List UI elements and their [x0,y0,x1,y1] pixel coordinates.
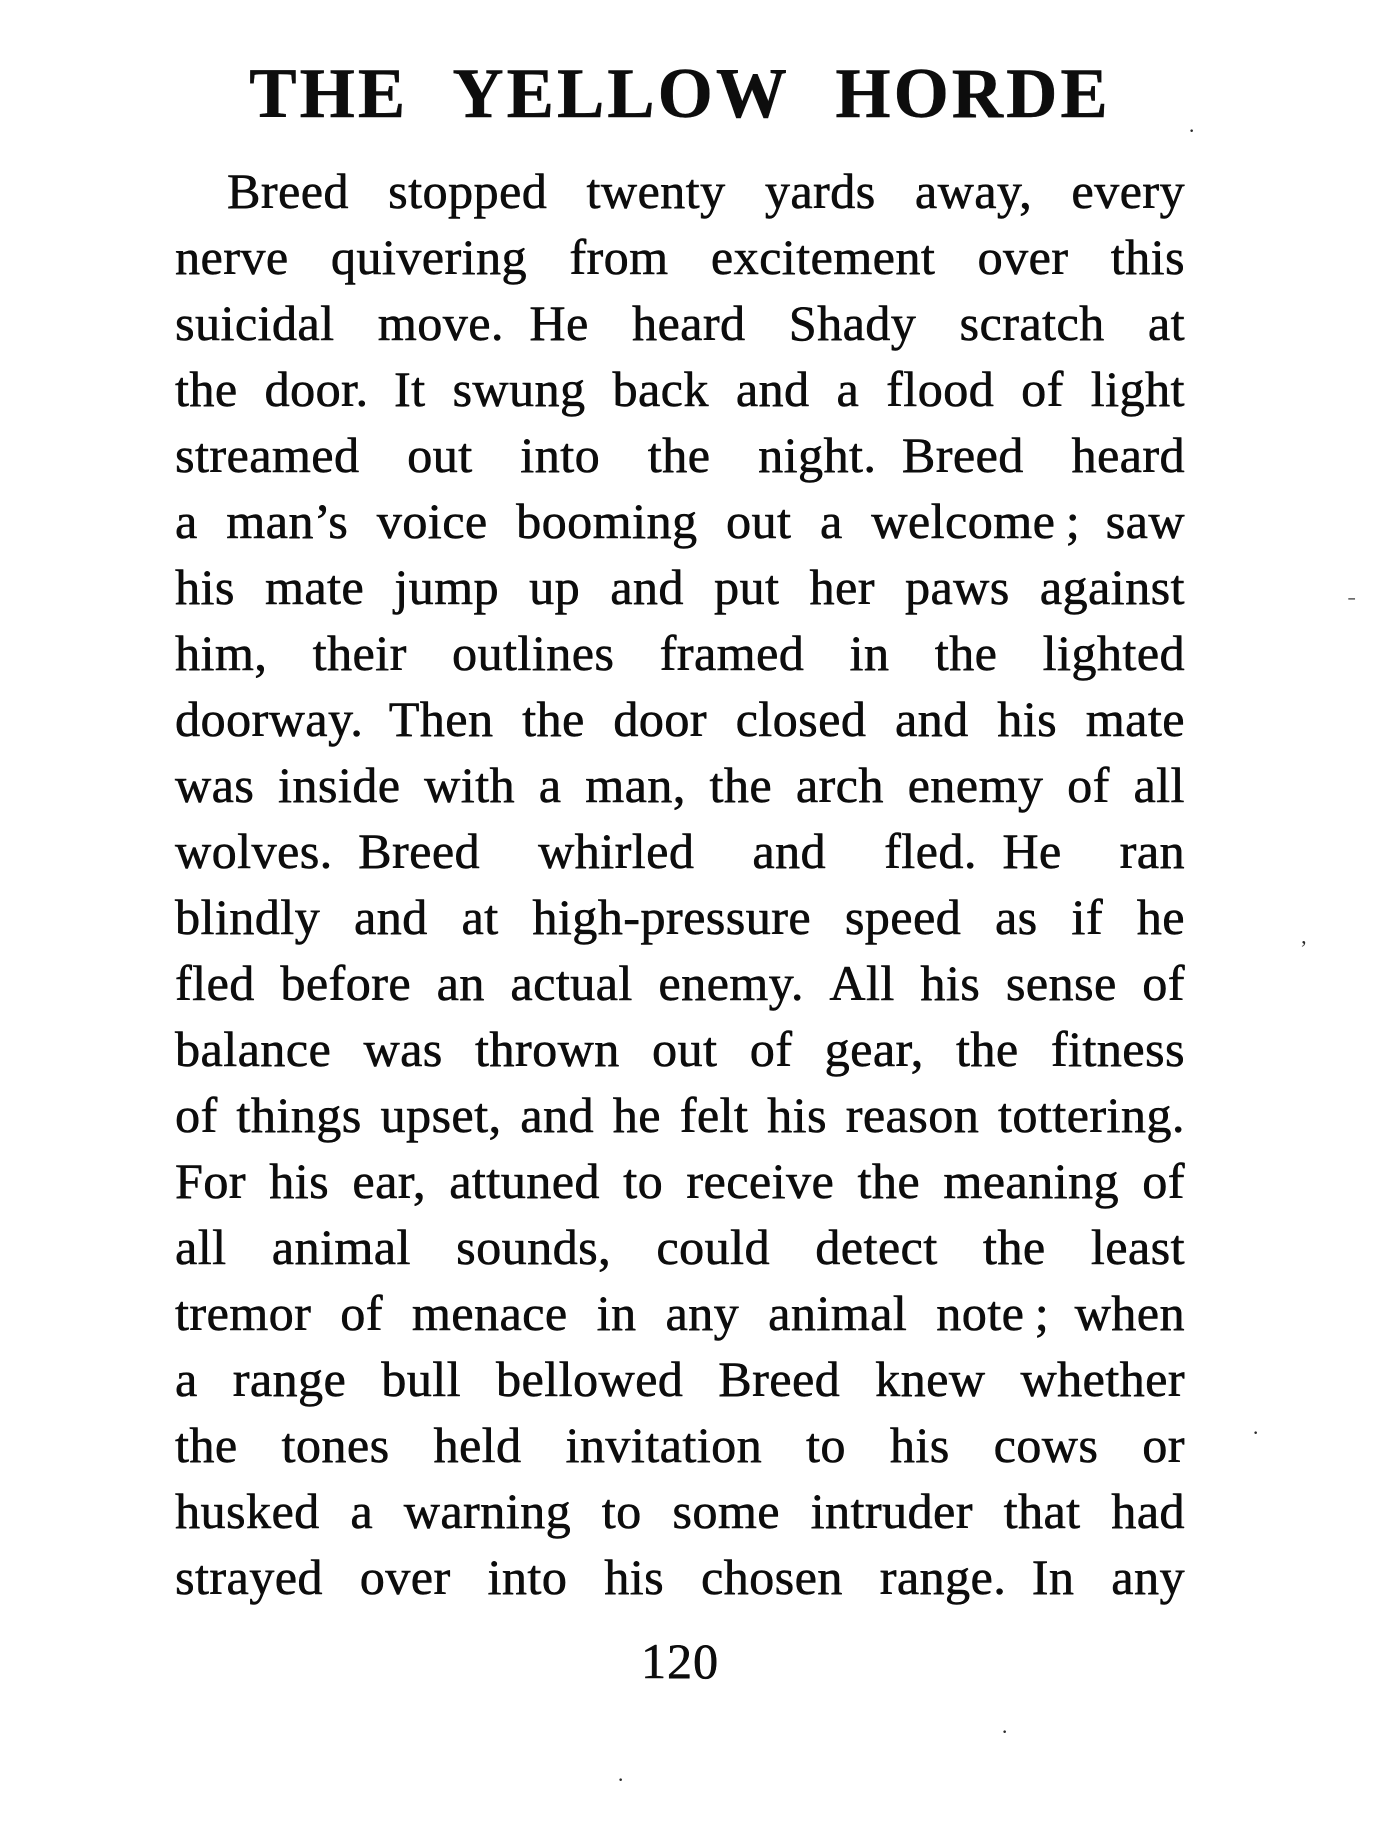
word: a [836,361,860,417]
word: tremor [175,1285,312,1341]
word: things [236,1087,362,1143]
word: booming [516,493,698,549]
word: in [596,1285,637,1341]
word: outlines [452,625,615,681]
word: bellowed [496,1351,684,1407]
text-line [175,1284,1185,1350]
word: this [1110,229,1185,285]
word: note ; when [936,1285,1185,1341]
word: streamed [175,427,360,483]
word: the [522,691,585,747]
word: and [735,361,810,417]
word: or [1142,1417,1185,1473]
word: him, [175,625,268,681]
word: paws [904,559,1010,615]
word: balance [175,1021,332,1077]
word: back [612,361,709,417]
word: before [280,955,412,1011]
word: his [889,1417,950,1473]
word: at [1147,295,1185,351]
word: warning [403,1483,572,1539]
word: thrown [475,1021,620,1077]
word: mate [1085,691,1185,747]
word: his [920,955,981,1011]
word: enemy [907,757,1044,813]
word: man, [585,757,686,813]
word: detect [815,1219,938,1275]
word: attuned [449,1153,600,1209]
text-line [175,1152,1185,1218]
word: nerve [175,229,289,285]
word: over [977,229,1069,285]
word: the [175,1417,238,1473]
word: blindly [175,889,321,945]
word: tones [281,1417,390,1473]
word: high-pressure [532,889,812,945]
word: door [613,691,707,747]
word: intruder [810,1483,973,1539]
word: whether [1020,1351,1185,1407]
word: ran [1119,823,1185,879]
word: least [1090,1219,1185,1275]
word: wolves. Breed [175,823,481,879]
word: put [714,559,780,615]
word: and [752,823,827,879]
word: into [520,427,601,483]
word: voice [376,493,488,549]
word: cows [993,1417,1099,1473]
word: swung [452,361,586,417]
word: tottering. [997,1087,1185,1143]
word: he [612,1087,661,1143]
word: of [1142,955,1185,1011]
word: doorway. Then [175,691,494,747]
text-line [175,228,1185,294]
word: move. He [377,295,589,351]
text-line [175,1020,1185,1086]
word: the [982,1219,1046,1275]
text-line [175,294,1185,360]
word: reason [845,1087,980,1143]
scan-speck: ʼ [1300,936,1308,961]
word: sounds, [456,1219,612,1275]
text-line [175,822,1185,888]
word: some [672,1483,780,1539]
scan-speck: · [617,1767,625,1792]
text-line [175,624,1185,690]
word: a [175,1351,198,1407]
word: into [487,1549,568,1605]
word: his [175,559,235,615]
word: over [359,1549,451,1605]
word: door. It [264,361,426,417]
word: mate [264,559,365,615]
page-number: 120 [641,1633,719,1689]
word: upset, [380,1087,502,1143]
word: every [1071,163,1185,219]
scan-speck: · [1188,118,1196,143]
word: if [1071,889,1103,945]
text-line [175,162,1185,228]
word: gear, [824,1021,924,1077]
word: of [1142,1153,1185,1209]
word: felt [679,1087,749,1143]
scan-speck: ˉ [1348,592,1356,617]
word: out [726,493,792,549]
word: speed [844,889,962,945]
word: the [647,427,711,483]
word: meaning [943,1153,1119,1209]
word: fled [175,955,255,1011]
word: the [934,625,998,681]
text-line [175,888,1185,954]
word: was [363,1021,443,1077]
word: invitation [565,1417,763,1473]
word: the [857,1153,921,1209]
word: strayed [175,1549,323,1605]
word: a [175,493,198,549]
word: arch [795,757,884,813]
word: with [424,757,516,813]
word: away, [914,163,1033,219]
word: knew [875,1351,986,1407]
word: and [353,889,428,945]
word: flood [886,361,995,417]
word: in [849,625,890,681]
word: all [175,1219,227,1275]
word: actual [510,955,633,1011]
word: stopped [388,163,548,219]
word: held [433,1417,522,1473]
word: chosen [700,1549,843,1605]
word: Shady [788,295,917,351]
word: night. Breed [758,427,1024,483]
text-line [175,1350,1185,1416]
word: out [651,1021,718,1077]
word: bull [381,1351,462,1407]
word: the [175,361,238,417]
word: jump [394,559,500,615]
word: of [749,1021,793,1077]
word: against [1039,559,1185,615]
word: of [1067,757,1110,813]
word: sense [1005,955,1117,1011]
word: of [175,1087,218,1143]
word: man’s [226,493,349,549]
word: from [569,229,669,285]
word: his [767,1087,827,1143]
word: any [1111,1549,1185,1605]
word: at [461,889,499,945]
word: to [601,1483,642,1539]
word: as [994,889,1038,945]
text-line [175,690,1185,756]
word: inside [277,757,401,813]
text-line [175,1086,1185,1152]
text-line [175,756,1185,822]
word: animal [768,1285,908,1341]
word: and [894,691,969,747]
chapter-title: THE YELLOW HORDE [249,55,1111,133]
word: the [709,757,773,813]
word: her [809,559,875,615]
word: twenty [586,163,726,219]
scan-speck: · [1252,1420,1260,1445]
word: of [1021,361,1064,417]
text-line [175,360,1185,426]
text-line [175,558,1185,624]
word: quivering [330,229,528,285]
word: to [806,1417,846,1473]
word: and [610,559,684,615]
word: scratch [959,295,1105,351]
word: heard [631,295,746,351]
word: of [340,1285,383,1341]
body-text [175,162,1185,1614]
word: could [656,1219,770,1275]
word: ear, [352,1153,426,1209]
word: his [997,691,1058,747]
word: heard [1071,427,1185,483]
word: and [520,1087,594,1143]
text-block [175,55,1185,1690]
word: fitness [1050,1021,1185,1077]
word: to [623,1153,664,1209]
word: a [820,493,843,549]
text-line [175,1548,1185,1614]
word: enemy. All [658,955,895,1011]
word: was [175,757,255,813]
word: excitement [710,229,936,285]
word: their [312,625,407,681]
text-line [175,1482,1185,1548]
word: husked [175,1483,320,1539]
word: a [538,757,562,813]
word: suicidal [175,295,335,351]
word: closed [735,691,867,747]
word: range [232,1351,347,1407]
word: up [529,559,581,615]
text-line [175,1218,1185,1284]
word: his [604,1549,665,1605]
word: Breed [227,163,349,219]
text-line [175,1416,1185,1482]
word: the [955,1021,1019,1077]
word: all [1133,757,1185,813]
word: Breed [718,1351,841,1407]
text-line [175,426,1185,492]
word: animal [271,1219,411,1275]
word: light [1090,361,1185,417]
word: that [1003,1483,1081,1539]
word: lighted [1042,625,1185,681]
word: out [407,427,473,483]
word: For [175,1153,246,1209]
word: yards [764,163,876,219]
word: framed [659,625,805,681]
text-line [175,954,1185,1020]
scan-speck: · [1001,1719,1009,1744]
word: an [436,955,485,1011]
word: whirled [538,823,695,879]
word: menace [411,1285,568,1341]
word: receive [686,1153,835,1209]
word: fled. He [884,823,1062,879]
text-line [175,492,1185,558]
word: had [1111,1483,1185,1539]
word: welcome ; saw [871,493,1185,549]
word: he [1136,889,1185,945]
word: any [665,1285,740,1341]
word: range. In [879,1549,1075,1605]
word: a [350,1483,374,1539]
word: his [269,1153,330,1209]
